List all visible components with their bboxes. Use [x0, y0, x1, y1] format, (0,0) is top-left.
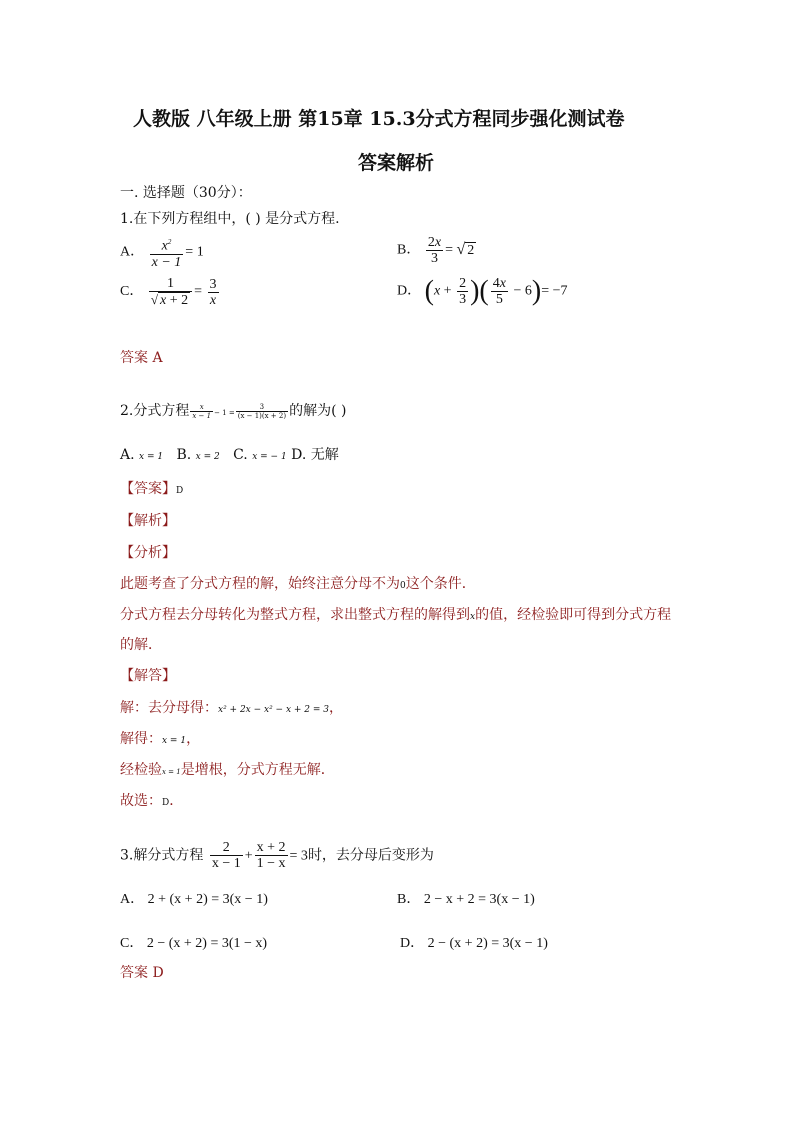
q1-option-a-label: A． [120, 244, 145, 260]
q2-fenxi-line-1: 此题考查了分式方程的解，始终注意分母不为0这个条件． [120, 576, 476, 592]
q1-option-c: C． 1 √ x + 2 = $\frac{3}{x}$ [120, 276, 217, 308]
q1-option-c-label: C． [120, 284, 144, 300]
q1-option-b-label: B． [397, 242, 421, 258]
q3-answer: 答案 D [120, 965, 164, 981]
question-3-stem: 3.解分式方程 $\frac{2}{x - 1}$ + $\frac{x + 2}{1 - x}$ = 3时，去分母后变形为 [120, 840, 434, 871]
q2-answer: 【答案】D [120, 481, 184, 497]
q1-option-b-fraction: $\frac{2x}{3}$ [427, 235, 442, 266]
q3-option-c: C． 2 − (x + 2) = 3(1 − x) [120, 936, 268, 951]
q2-step-4: 故选：D． [120, 793, 184, 809]
q2-options: A. x = 1 B. x = 2 C. x = − 1 D. 无解 [120, 447, 339, 463]
q2-fenxi-line-3: 的解． [120, 637, 162, 653]
question-1-stem: 1.在下列方程组中，( ) 是分式方程. [120, 211, 340, 227]
q1-option-a-fraction: $\frac{x^2}{x - 1}$ [151, 238, 182, 270]
section-heading: 一. 选择题（30分）： [120, 185, 252, 201]
q2-fenxi-tag: 【分析】 [120, 545, 176, 561]
q1-option-c-fraction-left: 1 √ x + 2 [149, 276, 192, 308]
q2-fenxi-line-2: 分式方程去分母转化为整式方程，求出整式方程的解得到x的值，经检验即可得到分式方程 [120, 607, 672, 623]
q3-option-a: A． 2 + (x + 2) = 3(x − 1) [120, 892, 268, 907]
q2-step-1: 解：去分母得：x² + 2x − x² − x + 2 = 3， [120, 700, 344, 716]
q1-option-a: A． $\frac{x^2}{x - 1}$ = 1 [120, 235, 204, 270]
q1-option-b: B． $\frac{2x}{3}$ = √ 2 [397, 235, 475, 266]
page-title: 人教版 八年级上册 第15章 15.3分式方程同步强化测试卷 [133, 108, 625, 130]
q3-option-b: B． 2 − x + 2 = 3(x − 1) [397, 892, 535, 907]
q3-option-d: D． 2 − (x + 2) = 3(x − 1) [400, 936, 548, 951]
q2-step-3: 经检验x = 1是增根，分式方程无解． [120, 762, 335, 778]
q1-answer: 答案 A [120, 350, 163, 366]
q2-jieda-tag: 【解答】 [120, 668, 176, 684]
q1-option-d: D． (x + $\frac{2}{3}$ )( $\frac{4x}{5}$ − 6)= −7 [397, 275, 568, 307]
sqrt-icon: √ 2 [456, 240, 475, 258]
question-2-stem: 2.分式方程 $\frac{x}{x - 1}$ − 1 = $\frac{3}{(x - 1)(x + 2)}$ 的解为( ) [120, 402, 347, 420]
q1-option-c-fraction-right: $\frac{3}{x}$ [209, 276, 217, 308]
q1-option-d-label: D． [397, 283, 422, 299]
q2-jiexi-tag: 【解析】 [120, 513, 176, 529]
q2-step-2: 解得：x = 1， [120, 731, 201, 747]
page-subtitle: 答案解析 [358, 152, 435, 174]
